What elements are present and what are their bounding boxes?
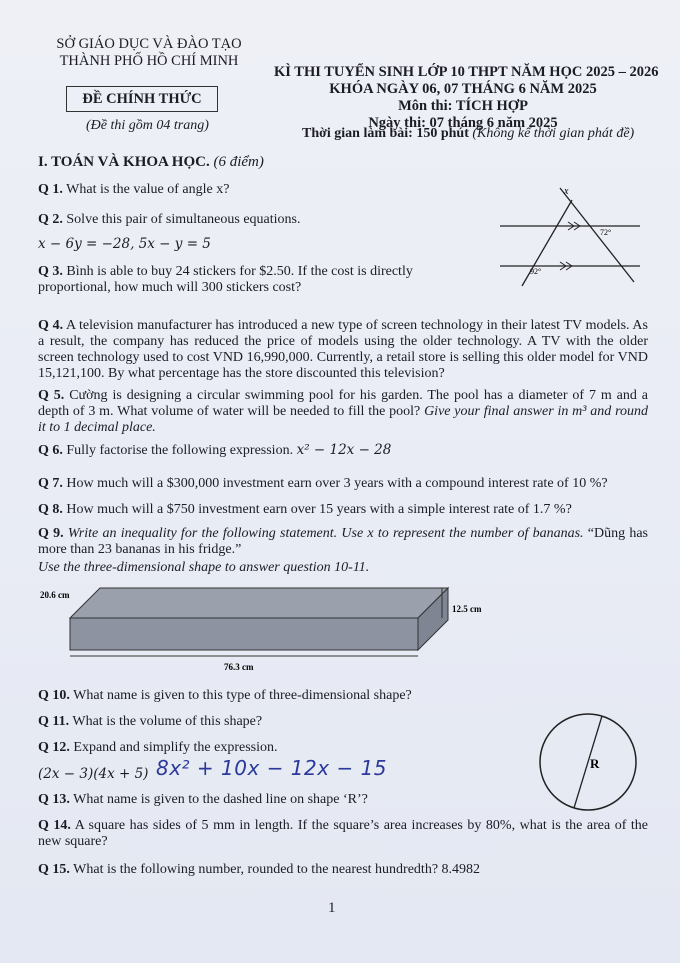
equation-line: x − 6y = −28, 5x − y = 5 <box>38 236 211 252</box>
question-12: Q 12. Expand and simplify the expression. <box>38 740 278 755</box>
question-5: Q 5. Cường is designing a circular swimming pool for his garden. The pool has a diameter of 7 m and a depth of 3 m. What volume of water will be needed to fill the pool? Give your final answer in m³ and round it to 1 decimal place. <box>38 388 649 435</box>
section-title <box>38 154 264 171</box>
question-15: Q 15. What is the following number, rounded to the nearest hundredth? 8.4982 <box>38 862 481 877</box>
exam-subject: Môn thi: TÍCH HỢP <box>398 98 528 114</box>
question-11: Q 11. What is the volume of this shape? <box>38 714 263 729</box>
question-6: Q 6. Fully factorise the following expression. x² − 12x − 28 <box>38 442 392 458</box>
question-14: Q 14. A square has sides of 5 mm in length. If the square’s area increases by 80%, what is the area of the new square? <box>38 818 648 849</box>
circle-r-diagram <box>538 712 638 812</box>
header-right <box>274 64 659 132</box>
time-label: Thời gian làm bài: 150 phút <box>302 126 469 141</box>
department-name: SỞ GIÁO DỤC VÀ ĐÀO TẠO <box>56 36 242 52</box>
city-name: THÀNH PHỐ HỒ CHÍ MINH <box>59 53 239 69</box>
header-left <box>44 36 254 70</box>
pages-note: (Đề thi gồm 04 trang) <box>86 118 209 133</box>
official-exam-label: ĐỀ CHÍNH THỨC <box>66 86 218 112</box>
shape-instruction: Use the three-dimensional shape to answer question 10-11. <box>38 560 370 575</box>
handwritten-answer: 8x² + 10x − 12x − 15 <box>156 756 388 780</box>
question-13: Q 13. What name is given to the dashed line on shape ‘R’? <box>38 792 368 807</box>
time-line <box>302 126 634 142</box>
angle-x-label: x <box>564 186 569 197</box>
question-3: Q 3. Bình is able to buy 24 stickers for $2.50. If the cost is directly proportional, how much will 300 stickers cost? <box>38 264 413 295</box>
cuboid-diagram <box>40 580 490 676</box>
exam-title: KÌ THI TUYỂN SINH LỚP 10 THPT NĂM HỌC 2025 – 2026 <box>274 64 659 80</box>
shape-r-label: R <box>590 756 600 771</box>
question-8: Q 8. How much will a $750 investment earn over 15 years with a simple interest rate of 1.7 %? <box>38 502 572 517</box>
angle-92-label: 92° <box>530 267 542 276</box>
page-number: 1 <box>328 900 336 916</box>
question-9: Q 9. Write an inequality for the following statement. Use x to represent the number of bananas. “Dũng has more than 23 bananas in his fridge.” <box>38 526 649 557</box>
section-heading: I. TOÁN VÀ KHOA HỌC. <box>38 154 210 170</box>
width-label: 20.6 cm <box>40 590 70 600</box>
exam-dates: KHÓA NGÀY 06, 07 THÁNG 6 NĂM 2025 <box>329 81 597 97</box>
parallel-lines-diagram <box>500 182 650 286</box>
section-points: (6 điểm) <box>213 154 264 170</box>
question-4: Q 4. A television manufacturer has introduced a new type of screen technology in their latest TV models. As a result, the company has reduced the price of models using the older technology. A TV with the older screen technology used to cost VND 16,990,000. Currently, a retail store is selling this older model for VND 15,121,100. By what percentage has the store discounted this television? <box>38 318 648 381</box>
question-10: Q 10. What name is given to this type of three-dimensional shape? <box>38 688 412 703</box>
height-label: 12.5 cm <box>452 604 482 614</box>
exam-date: Ngày thi: 07 tháng 6 năm 2025 <box>368 115 558 131</box>
question-2: Q 2. Solve this pair of simultaneous equations. <box>38 212 301 227</box>
question-1: Q 1. What is the value of angle x? <box>38 182 230 197</box>
expand-expression: (2x − 3)(4x + 5) <box>38 766 149 782</box>
length-label: 76.3 cm <box>224 662 254 672</box>
angle-72-label: 72° <box>600 228 612 237</box>
time-note: (Không kể thời gian phát đề) <box>472 126 635 141</box>
question-7: Q 7. How much will a $300,000 investment earn over 3 years with a compound interest rate of 10 %? <box>38 476 608 491</box>
